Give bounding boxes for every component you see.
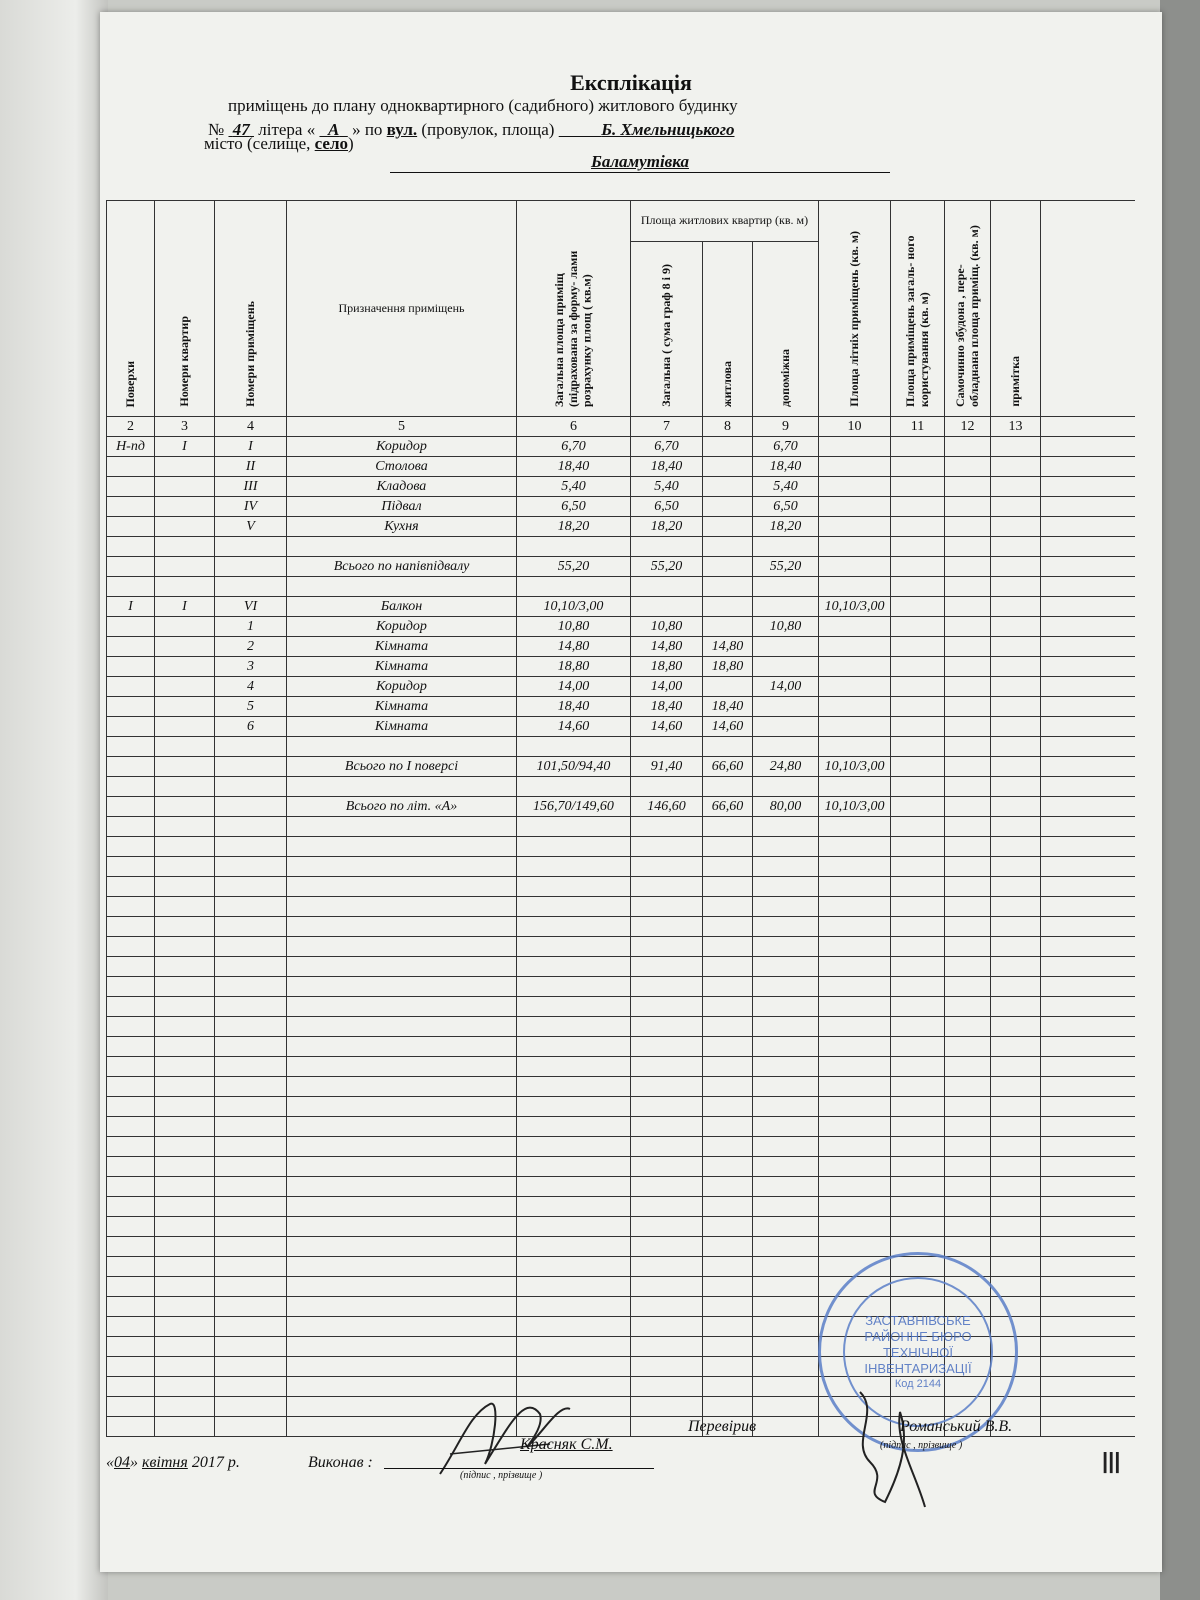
cell-room: III [215,477,287,497]
cell-c6 [517,737,631,757]
cell-apt [155,577,215,597]
cell-floor [107,677,155,697]
cell-room [215,537,287,557]
cell-c8 [703,737,753,757]
col-rooms: Номери приміщень [215,201,287,417]
num-value: 47 [232,120,250,139]
col-living-total: Загальна ( сума граф 8 і 9) [631,241,703,416]
table-row [107,737,1135,757]
litera-value: А [327,120,340,139]
cell-c8 [703,497,753,517]
cell-c9 [753,737,819,757]
cell-c10 [819,777,891,797]
cell-room: I [215,437,287,457]
table-row [107,937,1135,957]
cell-name: Всього по напівпідвалу [287,557,517,577]
cell-room: 6 [215,717,287,737]
table-row [107,857,1135,877]
cell-name: Коридор [287,437,517,457]
cell-c8 [703,457,753,477]
cell-c6: 18,20 [517,517,631,537]
cell-c7: 14,00 [631,677,703,697]
col-total-area: Загальна площа приміщ (підрахована за форму- лами розрахунку площ ( кв.м) [517,201,631,417]
cell-c7 [631,597,703,617]
cell-c6: 14,60 [517,717,631,737]
table-row [107,897,1135,917]
header-line1: приміщень до плану одноквартирного (садибного) житлового будинку [228,96,738,115]
cell-apt [155,457,215,477]
cell-c10 [819,617,891,637]
cell-c10 [819,697,891,717]
column-number: 13 [991,417,1041,437]
cell-c10 [819,537,891,557]
cell-floor [107,777,155,797]
table-row [107,797,1135,817]
cell-c10 [819,497,891,517]
cell-c10 [819,637,891,657]
cell-apt [155,697,215,717]
left-page-edge [0,0,108,1600]
table-row [107,597,1135,617]
column-number: 9 [753,417,819,437]
cell-c10 [819,477,891,497]
explication-table [106,200,1135,1437]
col-purpose: Призначення приміщень [287,201,517,417]
table-row [107,517,1135,537]
city-label: місто (селище, [204,134,311,153]
cell-c8 [703,477,753,497]
table-row [107,457,1135,477]
table-row [107,917,1135,937]
cell-c7: 55,20 [631,557,703,577]
cell-name: Столова [287,457,517,477]
cell-floor [107,457,155,477]
cell-c9: 18,20 [753,517,819,537]
cell-c9: 6,50 [753,497,819,517]
stamp-line1: ЗАСТАВНІВСЬКЕ [865,1312,971,1328]
cell-room: II [215,457,287,477]
cell-c10 [819,737,891,757]
table-row [107,1117,1135,1137]
cell-c6: 55,20 [517,557,631,577]
cell-c6: 6,50 [517,497,631,517]
table-row [107,1157,1135,1177]
cell-floor [107,617,155,637]
table-row [107,1137,1135,1157]
cell-c8: 66,60 [703,757,753,777]
table-row [107,477,1135,497]
cell-name: Кімната [287,637,517,657]
cell-c9 [753,777,819,797]
column-number: 3 [155,417,215,437]
cell-floor [107,737,155,757]
cell-c10 [819,437,891,457]
cell-c6 [517,537,631,557]
cell-c9 [753,537,819,557]
table-row [107,1217,1135,1237]
cell-c10: 10,10/3,00 [819,757,891,777]
cell-c8 [703,597,753,617]
litera-label: літера « [258,120,316,139]
cell-c6: 18,40 [517,457,631,477]
cell-name: Кімната [287,717,517,737]
cell-name [287,537,517,557]
cell-c9 [753,697,819,717]
cell-c8 [703,437,753,457]
cell-floor: I [107,597,155,617]
table-row [107,637,1135,657]
col-living: житлова [703,241,753,416]
cell-room: 1 [215,617,287,637]
cell-c6: 156,70/149,60 [517,797,631,817]
cell-c9: 80,00 [753,797,819,817]
cell-c10: 10,10/3,00 [819,597,891,617]
cell-c8 [703,577,753,597]
cell-room [215,757,287,777]
table-row [107,557,1135,577]
cell-c7: 18,20 [631,517,703,537]
table-row [107,1037,1135,1057]
cell-c7: 5,40 [631,477,703,497]
cell-floor: Н-пд [107,437,155,457]
cell-c10 [819,517,891,537]
column-number: 10 [819,417,891,437]
cell-room: 2 [215,637,287,657]
cell-c10 [819,557,891,577]
cell-c8 [703,537,753,557]
cell-name [287,577,517,597]
cell-room [215,777,287,797]
col-apartments: Номери квартир [155,201,215,417]
table-row [107,1077,1135,1097]
cell-c9: 55,20 [753,557,819,577]
cell-c6: 5,40 [517,477,631,497]
cell-apt [155,677,215,697]
table-row [107,837,1135,857]
cell-c6: 18,80 [517,657,631,677]
cell-room: 5 [215,697,287,717]
cell-c6: 10,80 [517,617,631,637]
table-row [107,817,1135,837]
cell-room: 4 [215,677,287,697]
cell-name: Коридор [287,617,517,637]
cell-c6: 101,50/94,40 [517,757,631,777]
cell-c7: 18,40 [631,697,703,717]
table-row [107,1017,1135,1037]
table-row [107,757,1135,777]
cell-floor [107,657,155,677]
header-line3 [204,134,354,154]
column-numbers-row [107,417,1135,437]
cell-apt [155,757,215,777]
table-row [107,1177,1135,1197]
cell-room: VI [215,597,287,617]
cell-apt [155,737,215,757]
cell-c7: 14,80 [631,637,703,657]
performer-signature-icon [430,1384,580,1484]
col-group-living-area: Площа житлових квартир (кв. м) [631,201,819,242]
stamp-line3: ТЕХНІЧНОЇ [882,1345,954,1361]
cell-room: 3 [215,657,287,677]
cell-c6 [517,777,631,797]
cell-c10 [819,717,891,737]
cell-c9: 18,40 [753,457,819,477]
cell-c8 [703,617,753,637]
binder-marks: ||| [1102,1448,1121,1473]
column-number: 8 [703,417,753,437]
cell-floor [107,757,155,777]
cell-floor [107,697,155,717]
cell-c9: 6,70 [753,437,819,457]
cell-c8 [703,517,753,537]
cell-c8: 18,40 [703,697,753,717]
cell-c6: 10,10/3,00 [517,597,631,617]
cell-name: Підвал [287,497,517,517]
table-row [107,717,1135,737]
checker-caption: (підпис , прізвище ) [880,1440,963,1451]
street-rest: (провулок, площа) [421,120,555,139]
cell-apt [155,637,215,657]
column-number: 4 [215,417,287,437]
checked-label: Перевірив [688,1418,757,1435]
cell-c9 [753,597,819,617]
table-row [107,877,1135,897]
table-row [107,1057,1135,1077]
stamp-code: Код 2144 [894,1377,942,1390]
cell-c10 [819,577,891,597]
city-name-line [390,152,890,173]
table-row [107,1237,1135,1257]
cell-apt: I [155,597,215,617]
table-row [107,997,1135,1017]
cell-c6: 14,80 [517,637,631,657]
cell-c9 [753,637,819,657]
cell-c6: 14,00 [517,677,631,697]
performer-caption: (підпис , прізвище ) [460,1470,543,1481]
cell-floor [107,717,155,737]
cell-c7: 91,40 [631,757,703,777]
cell-room [215,797,287,817]
cell-floor [107,477,155,497]
cell-floor [107,557,155,577]
cell-apt [155,537,215,557]
table-row [107,677,1135,697]
cell-c7: 14,60 [631,717,703,737]
cell-c10 [819,457,891,477]
col-common-area: Площа приміщень загаль- ного користування (кв. м) [891,201,945,417]
cell-c8 [703,677,753,697]
cell-apt [155,617,215,637]
num-label: № [208,120,225,139]
col-summer-area: Площа літніх приміщень (кв. м) [819,201,891,417]
cell-name: Кладова [287,477,517,497]
cell-floor [107,797,155,817]
column-number: 6 [517,417,631,437]
cell-c8 [703,777,753,797]
stamp-line4: ІНВЕНТАРИЗАЦІЇ [864,1361,972,1377]
col-floors: Поверхи [107,201,155,417]
column-number: 2 [107,417,155,437]
cell-c7 [631,537,703,557]
table-row [107,577,1135,597]
document-page [100,12,1162,1572]
cell-name: Коридор [287,677,517,697]
cell-name [287,777,517,797]
cell-apt [155,797,215,817]
column-number: 12 [945,417,991,437]
cell-c10 [819,657,891,677]
performed-label: Виконав : [308,1454,373,1471]
cell-apt [155,717,215,737]
cell-name: Кімната [287,697,517,717]
cell-c8 [703,557,753,577]
performer-name: Красняк С.М. [520,1436,613,1453]
table-row [107,977,1135,997]
cell-room [215,737,287,757]
cell-c9 [753,717,819,737]
cell-c7 [631,737,703,757]
table-row [107,1197,1135,1217]
table-header-row [107,201,1135,242]
cell-c9: 10,80 [753,617,819,637]
city-type: село [314,134,349,153]
table-row [107,617,1135,637]
column-number: 7 [631,417,703,437]
stamp-line2: РАЙОННЕ БЮРО [864,1328,972,1344]
cell-c7: 10,80 [631,617,703,637]
litera-close: » по [352,120,383,139]
cell-c9 [753,577,819,597]
cell-room: IV [215,497,287,517]
col-note: примітка [991,201,1041,417]
cell-c7: 6,50 [631,497,703,517]
cell-c9: 24,80 [753,757,819,777]
cell-apt [155,777,215,797]
cell-c7: 18,80 [631,657,703,677]
city-name: Баламутівка [591,152,689,171]
city-close: ) [348,134,354,153]
col-auxiliary: допоміжна [753,241,819,416]
col-unauthorized-area: Самочинно збудона , пере- обладнана площа приміщ. (кв. м) [945,201,991,417]
document-title: Експлікація [570,70,692,95]
cell-room: V [215,517,287,537]
cell-c8: 18,80 [703,657,753,677]
cell-c7: 146,60 [631,797,703,817]
cell-c7 [631,777,703,797]
cell-apt [155,517,215,537]
table-row [107,697,1135,717]
cell-name: Всього по літ. «А» [287,797,517,817]
cell-floor [107,537,155,557]
document-date: «04» квітня 2017 р. [106,1454,240,1471]
cell-floor [107,497,155,517]
cell-c9 [753,657,819,677]
column-number: 11 [891,417,945,437]
cell-c6: 18,40 [517,697,631,717]
checker-name: Романський В.В. [900,1418,1013,1435]
cell-apt [155,477,215,497]
cell-c8: 14,80 [703,637,753,657]
column-number: 5 [287,417,517,437]
cell-apt [155,497,215,517]
cell-name: Всього по I поверсі [287,757,517,777]
table-row [107,1097,1135,1117]
cell-name: Кухня [287,517,517,537]
cell-c7: 6,70 [631,437,703,457]
cell-name: Кімната [287,657,517,677]
cell-apt: I [155,437,215,457]
cell-c9: 5,40 [753,477,819,497]
table-row [107,777,1135,797]
cell-floor [107,517,155,537]
cell-c10 [819,677,891,697]
cell-apt [155,657,215,677]
table-row [107,437,1135,457]
cell-room [215,577,287,597]
cell-floor [107,577,155,597]
cell-room [215,557,287,577]
cell-name: Балкон [287,597,517,617]
cell-c6: 6,70 [517,437,631,457]
street-name: Б. Хмельницького [601,120,735,139]
cell-apt [155,557,215,577]
table-row [107,497,1135,517]
table-row [107,537,1135,557]
cell-name [287,737,517,757]
street-type: вул. [386,120,418,139]
cell-c8: 14,60 [703,717,753,737]
cell-c7 [631,577,703,597]
cell-c7: 18,40 [631,457,703,477]
cell-c9: 14,00 [753,677,819,697]
cell-c10: 10,10/3,00 [819,797,891,817]
table-row [107,657,1135,677]
cell-c6 [517,577,631,597]
cell-c8: 66,60 [703,797,753,817]
cell-floor [107,637,155,657]
table-row [107,957,1135,977]
